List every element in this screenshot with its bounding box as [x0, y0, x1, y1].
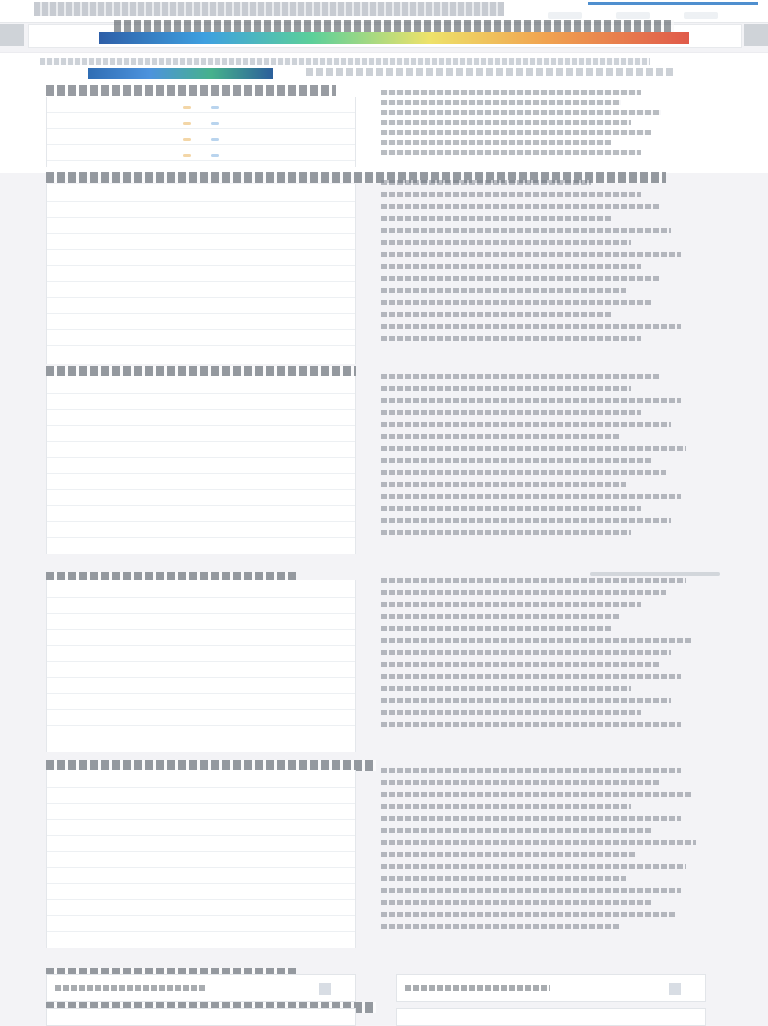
top-button[interactable]	[616, 12, 650, 19]
link-line[interactable]	[381, 578, 686, 583]
recent-links[interactable]	[381, 768, 721, 948]
book-title[interactable]	[55, 985, 205, 991]
see-all-link[interactable]	[590, 572, 720, 576]
link-line[interactable]	[381, 100, 621, 105]
top-button[interactable]	[548, 12, 582, 19]
link-line[interactable]	[381, 698, 671, 703]
list-row[interactable]	[47, 480, 355, 490]
link-line[interactable]	[381, 494, 681, 499]
list-row[interactable]	[47, 794, 355, 804]
link-line[interactable]	[381, 912, 676, 917]
audiobook-card[interactable]	[396, 1008, 706, 1026]
document-meta	[306, 68, 676, 76]
tag-icon	[211, 106, 219, 109]
recommended-section	[46, 85, 720, 165]
link-line[interactable]	[381, 924, 621, 929]
link-line[interactable]	[381, 422, 671, 427]
book-card[interactable]	[396, 974, 706, 1002]
list-row[interactable]	[47, 151, 355, 161]
recommended-list[interactable]	[46, 97, 356, 167]
list-row[interactable]	[47, 684, 355, 694]
list-row[interactable]	[47, 384, 355, 394]
list-row[interactable]	[47, 636, 355, 646]
link-line[interactable]	[381, 590, 666, 595]
audiobook-card[interactable]	[46, 1008, 356, 1026]
hero-image	[99, 32, 689, 44]
more-links[interactable]	[381, 578, 721, 750]
list-row[interactable]	[47, 512, 355, 522]
list-row[interactable]	[47, 858, 355, 868]
tag-icon	[211, 138, 219, 141]
link-line[interactable]	[381, 252, 681, 257]
tag-icon	[211, 154, 219, 157]
list-row[interactable]	[47, 432, 355, 442]
link-line[interactable]	[381, 410, 641, 415]
top-title	[34, 2, 504, 16]
list-row[interactable]	[47, 208, 355, 218]
link-line[interactable]	[381, 506, 641, 511]
link-line[interactable]	[381, 852, 636, 857]
list-row[interactable]	[47, 842, 355, 852]
link-line[interactable]	[381, 324, 681, 329]
list-row[interactable]	[47, 320, 355, 330]
list-row[interactable]	[47, 304, 355, 314]
book-thumbnail[interactable]	[319, 983, 331, 995]
link-line[interactable]	[381, 312, 611, 317]
link-line[interactable]	[381, 398, 681, 403]
link-line[interactable]	[381, 300, 651, 305]
link-line[interactable]	[381, 518, 671, 523]
subtitle-line	[40, 58, 650, 65]
link-line[interactable]	[381, 374, 661, 379]
tag-icon	[183, 138, 191, 141]
link-line[interactable]	[381, 722, 681, 727]
link-line[interactable]	[381, 876, 626, 881]
list-row[interactable]	[47, 336, 355, 346]
link-line[interactable]	[381, 386, 631, 391]
list-row[interactable]	[47, 620, 355, 630]
scroll-left-button[interactable]	[0, 24, 24, 46]
link-line[interactable]	[381, 626, 611, 631]
similar-section	[46, 366, 720, 556]
tag-icon	[211, 122, 219, 125]
link-line[interactable]	[381, 768, 681, 773]
list-row[interactable]	[47, 496, 355, 506]
link-line[interactable]	[381, 204, 661, 209]
list-row[interactable]	[47, 890, 355, 900]
link-line[interactable]	[381, 228, 671, 233]
link-line[interactable]	[381, 120, 631, 125]
link-line[interactable]	[381, 864, 686, 869]
list-row[interactable]	[47, 416, 355, 426]
book-cards	[46, 968, 720, 1024]
link-line[interactable]	[381, 686, 631, 691]
hero-title	[114, 20, 674, 32]
link-line[interactable]	[381, 336, 641, 341]
related-list[interactable]	[46, 184, 356, 364]
list-row[interactable]	[47, 448, 355, 458]
list-row[interactable]	[47, 778, 355, 788]
more-section	[46, 572, 720, 752]
link-line[interactable]	[381, 816, 681, 821]
list-row[interactable]	[47, 288, 355, 298]
preview-image[interactable]	[88, 68, 273, 79]
link-line[interactable]	[381, 276, 661, 281]
link-line[interactable]	[381, 180, 591, 185]
list-row[interactable]	[47, 922, 355, 932]
link-line[interactable]	[381, 792, 691, 797]
link-line[interactable]	[381, 470, 666, 475]
book-thumbnail[interactable]	[669, 983, 681, 995]
list-row[interactable]	[47, 103, 355, 113]
link-line[interactable]	[381, 900, 651, 905]
list-row[interactable]	[47, 810, 355, 820]
more-list[interactable]	[46, 580, 356, 752]
link-line[interactable]	[381, 482, 626, 487]
tag-icon	[183, 122, 191, 125]
link-line[interactable]	[381, 840, 696, 845]
book-card[interactable]	[46, 974, 356, 1002]
similar-list[interactable]	[46, 376, 356, 554]
link-line[interactable]	[381, 650, 671, 655]
list-row[interactable]	[47, 240, 355, 250]
list-row[interactable]	[47, 135, 355, 145]
link-line[interactable]	[381, 614, 621, 619]
link-line[interactable]	[381, 530, 631, 535]
link-line[interactable]	[381, 458, 651, 463]
list-row[interactable]	[47, 906, 355, 916]
list-row[interactable]	[47, 588, 355, 598]
link-line[interactable]	[381, 240, 631, 245]
list-row[interactable]	[47, 528, 355, 538]
list-row[interactable]	[47, 874, 355, 884]
top-button[interactable]	[684, 12, 718, 19]
list-row[interactable]	[47, 192, 355, 202]
related-section	[46, 172, 720, 362]
accent-bar	[588, 2, 758, 5]
link-line[interactable]	[381, 804, 631, 809]
link-line[interactable]	[381, 828, 651, 833]
link-line[interactable]	[381, 140, 611, 145]
list-row[interactable]	[47, 652, 355, 662]
recommended-links[interactable]	[381, 90, 721, 160]
tag-icon	[183, 106, 191, 109]
similar-links[interactable]	[381, 374, 721, 554]
link-line[interactable]	[381, 216, 611, 221]
list-row[interactable]	[47, 716, 355, 726]
link-line[interactable]	[381, 434, 621, 439]
link-line[interactable]	[381, 602, 641, 607]
recommended-heading	[46, 85, 336, 96]
link-line[interactable]	[381, 888, 681, 893]
related-links[interactable]	[381, 180, 721, 360]
list-row[interactable]	[47, 604, 355, 614]
scroll-right-button[interactable]	[744, 24, 768, 46]
link-line[interactable]	[381, 264, 641, 269]
link-line[interactable]	[381, 674, 681, 679]
book-title[interactable]	[405, 985, 550, 991]
list-row[interactable]	[47, 119, 355, 129]
link-line[interactable]	[381, 192, 641, 197]
list-row[interactable]	[47, 256, 355, 266]
link-line[interactable]	[381, 90, 641, 95]
list-row[interactable]	[47, 668, 355, 678]
tag-icon	[183, 154, 191, 157]
hero-banner	[28, 24, 742, 48]
list-row[interactable]	[47, 826, 355, 836]
list-row[interactable]	[47, 464, 355, 474]
link-line[interactable]	[381, 288, 626, 293]
recent-list[interactable]	[46, 770, 356, 948]
list-row[interactable]	[47, 400, 355, 410]
recent-section	[46, 760, 720, 948]
link-line[interactable]	[381, 446, 686, 451]
list-row[interactable]	[47, 224, 355, 234]
link-line[interactable]	[381, 150, 641, 155]
link-line[interactable]	[381, 780, 661, 785]
list-row[interactable]	[47, 272, 355, 282]
link-line[interactable]	[381, 110, 661, 115]
link-line[interactable]	[381, 638, 691, 643]
link-line[interactable]	[381, 710, 641, 715]
link-line[interactable]	[381, 130, 651, 135]
list-row[interactable]	[47, 700, 355, 710]
link-line[interactable]	[381, 662, 661, 667]
